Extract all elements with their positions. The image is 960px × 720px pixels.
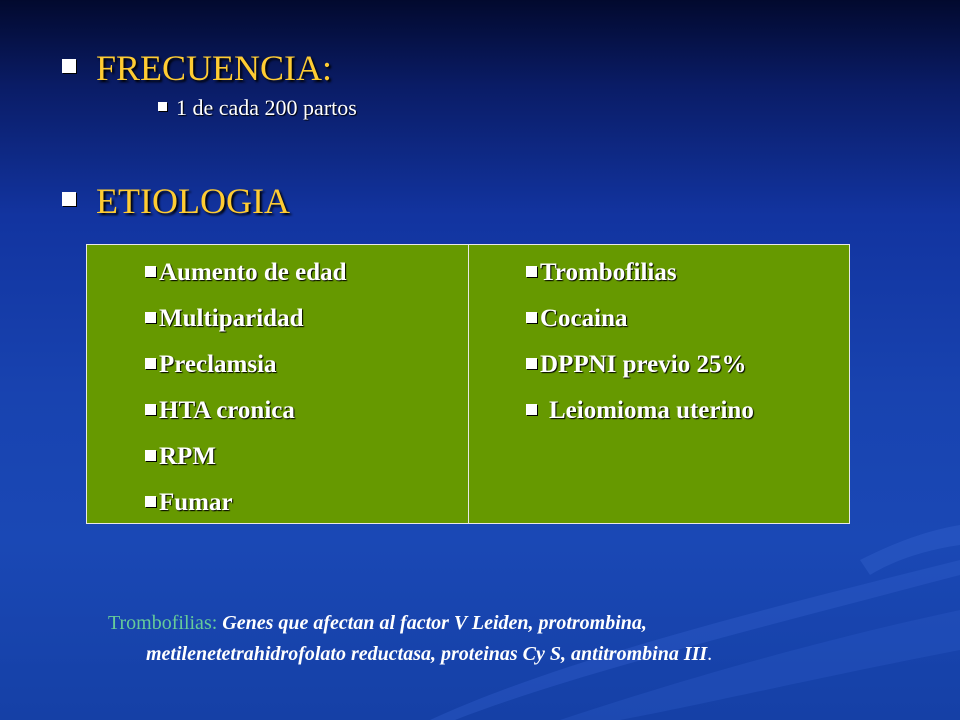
square-bullet-icon <box>145 358 156 369</box>
frecuencia-detail <box>158 94 357 122</box>
note-text-2: metilenetetrahidrofolato reductasa, proteinas Cy S, antitrombina III <box>146 643 708 665</box>
square-bullet-icon <box>145 450 156 461</box>
note-label: Trombofilias: <box>108 612 223 634</box>
list-item: Cocaina <box>526 300 849 346</box>
heading-etiologia-text: ETIOLOGIA <box>96 181 290 221</box>
list-item: RPM <box>145 438 468 484</box>
square-bullet-icon <box>145 312 156 323</box>
etiologia-table <box>86 244 850 524</box>
list-item: Fumar <box>145 484 468 530</box>
square-bullet-icon <box>145 496 156 507</box>
frecuencia-detail-text: 1 de cada 200 partos <box>176 95 357 120</box>
square-bullet-icon <box>145 404 156 415</box>
square-bullet-icon <box>526 358 537 369</box>
note-text-1: Genes que afectan al factor V Leiden, protrombina, <box>222 612 647 634</box>
note-line-2 <box>0 639 960 670</box>
heading-frecuencia <box>62 48 332 88</box>
heading-etiologia <box>62 181 290 221</box>
trombofilias-note <box>0 608 960 670</box>
list-item: Aumento de edad <box>145 254 468 300</box>
square-bullet-icon <box>62 59 76 73</box>
etiologia-right-column <box>469 245 849 523</box>
square-bullet-icon <box>145 266 156 277</box>
list-item: Multiparidad <box>145 300 468 346</box>
list-item: Preclamsia <box>145 346 468 392</box>
note-end: . <box>707 643 713 665</box>
square-bullet-icon <box>526 404 537 415</box>
list-item: Leiomioma uterino <box>526 392 849 438</box>
square-bullet-icon <box>62 192 76 206</box>
etiologia-left-column <box>87 245 469 523</box>
square-bullet-icon <box>158 102 167 111</box>
list-item: DPPNI previo 25% <box>526 346 849 392</box>
note-line-1 <box>0 608 960 639</box>
list-item: Trombofilias <box>526 254 849 300</box>
list-item: HTA cronica <box>145 392 468 438</box>
heading-frecuencia-text: FRECUENCIA: <box>96 48 333 88</box>
square-bullet-icon <box>526 266 537 277</box>
square-bullet-icon <box>526 312 537 323</box>
